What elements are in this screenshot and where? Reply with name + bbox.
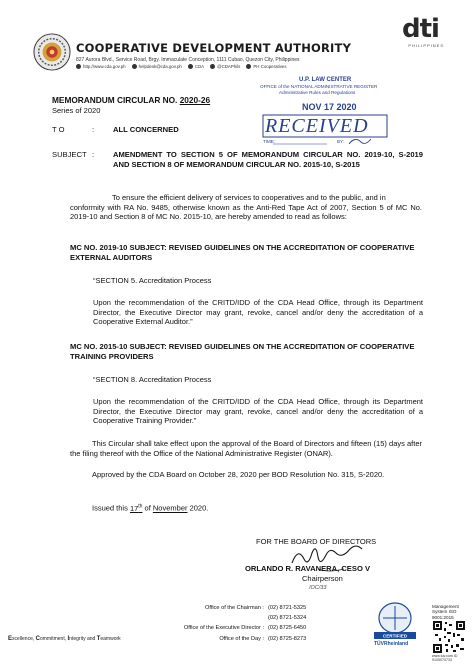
org-address: 827 Aurora Blvd., Service Road, Brgy. Immaculate Conception, 1111 Cubao, Quezon City, Philippines (76, 57, 300, 63)
footer-contact-row: Office of the Executive Director : (02) 8725-6450 (183, 625, 307, 632)
section2-heading: MC NO. 2015-10 SUBJECT: REVISED GUIDELINES ON THE ACCREDITATION OF COOPERATIVE TRAINING PROVIDERS (70, 342, 415, 361)
contact-facebook-cda[interactable]: CDA (188, 64, 204, 69)
footer-contact-row: Office of the Chairman : (02) 8721-5325 (205, 605, 307, 611)
for-board-label: FOR THE BOARD OF DIRECTORS (256, 537, 377, 546)
intro-paragraph-line1: To ensure the efficient delivery of services to cooperatives and to the public, and in (112, 193, 386, 202)
tuv-label: TÜVRheinland (374, 641, 409, 647)
facebook-icon (246, 64, 251, 69)
section2-text: Upon the recommendation of the CRITD/IDD of the CDA Head Office, through its Department Director, the Executive Director may grant, revoke, cancel and/or deny the accreditation of a Cooperative Training Provider.” (93, 397, 423, 426)
qr-code-icon (432, 620, 466, 654)
stamp-line3: Administrative Rules and Regulations (279, 90, 356, 95)
management-system-label: Management System ISO 9001:2015 (432, 604, 459, 620)
contact-twitter[interactable]: @CDAPhils (210, 64, 240, 69)
signer-title: Chairperson (302, 574, 343, 583)
memo-series: Series of 2020 (52, 106, 101, 115)
stamp-by-label: BY: (337, 139, 345, 144)
footer-contact-row: (02) 8721-5324 (268, 615, 307, 622)
footer-contacts (150, 603, 320, 644)
to-colon: : (92, 125, 95, 134)
globe-icon (76, 64, 81, 69)
to-value: ALL CONCERNED (113, 125, 179, 134)
stamp-time-label: TIME: (263, 139, 275, 144)
contact-website[interactable]: http://www.cda.gov.ph (76, 64, 126, 69)
memo-number: MEMORANDUM CIRCULAR NO. 2020-26 (52, 95, 211, 105)
org-name: COOPERATIVE DEVELOPMENT AUTHORITY (76, 41, 352, 55)
stamp-line1: U.P. LAW CENTER (299, 77, 352, 83)
contact-email[interactable]: helpdesk@cda.gov.ph (132, 64, 182, 69)
email-icon (132, 64, 137, 69)
footer-tagline: Excellence, Commitment, Integrity and Teamwork (8, 636, 121, 642)
section2-quote: “SECTION 8. Accreditation Process (93, 375, 212, 384)
subject-colon: : (92, 150, 95, 159)
intro-paragraph: conformity with RA No. 9485, otherwise known as the Anti-Red Tape Act of 2007, Section 5 of MC No. 2019-10 and Section 8 of MC No. 2015-10, are hereby amended to read as follows: (70, 202, 422, 222)
certificate-url: www.tuv.com ID 9105070733 (432, 654, 458, 663)
stamp-date: NOV 17 2020 (302, 102, 357, 112)
tuv-certification-logo (368, 600, 422, 640)
cda-seal-logo (33, 33, 71, 71)
section1-heading: MC NO. 2019-10 SUBJECT: REVISED GUIDELINES ON THE ACCREDITATION OF COOPERATIVE EXTERNAL AUDITORS (70, 243, 415, 262)
subject-value: AMENDMENT TO SECTION 5 OF MEMORANDUM CIRCULAR NO. 2019-10, S-2019 AND SECTION 8 OF MEMORANDUM CIRCULAR NO. 2015-10, S-2015 (113, 150, 423, 169)
memo-number-value: 2020-26 (179, 95, 211, 105)
approval-paragraph: Approved by the CDA Board on October 28, 2020 per BOD Resolution No. 315, S-2020. (92, 470, 385, 479)
received-stamp (257, 72, 393, 148)
certified-badge: CERTIFIED (382, 633, 408, 639)
org-contacts (76, 64, 287, 69)
section1-quote: “SECTION 5. Accreditation Process (93, 276, 212, 285)
facebook-icon (188, 64, 193, 69)
dti-logo-text: dti (402, 14, 439, 44)
signer-name: ORLANDO R. RAVANERA, CESO V (245, 564, 371, 573)
at-icon (210, 64, 215, 69)
effectivity-paragraph: This Circular shall take effect upon the approval of the Board of Directors and fifteen (15) days after the filing thereof with the Office of the National Administrative Register (ONAR). (70, 439, 422, 458)
to-label: T O (52, 125, 65, 134)
signer-initials: /OC/33 (309, 585, 327, 591)
subject-label: SUBJECT (52, 150, 87, 159)
stamp-line2: OFFICE of the NATIONAL ADMINISTRATIVE REGISTER (260, 84, 378, 89)
issued-date: Issued this 17th of November 2020. (92, 503, 209, 513)
contact-facebook-ph[interactable]: PH Cooperatives (246, 64, 286, 69)
section1-text: Upon the recommendation of the CRITD/IDD of the CDA Head Office, through its Department Director, the Executive Director may grant, revoke, cancel and/or deny the accreditation of a Cooperative External Auditor.” (93, 298, 423, 327)
stamp-received: RECEIVED (265, 115, 369, 137)
dti-logo (402, 16, 448, 48)
footer-contact-row: Office of the Day : (02) 8725-8273 (219, 635, 307, 642)
dti-logo-sub: PHILIPPINES (408, 43, 444, 48)
